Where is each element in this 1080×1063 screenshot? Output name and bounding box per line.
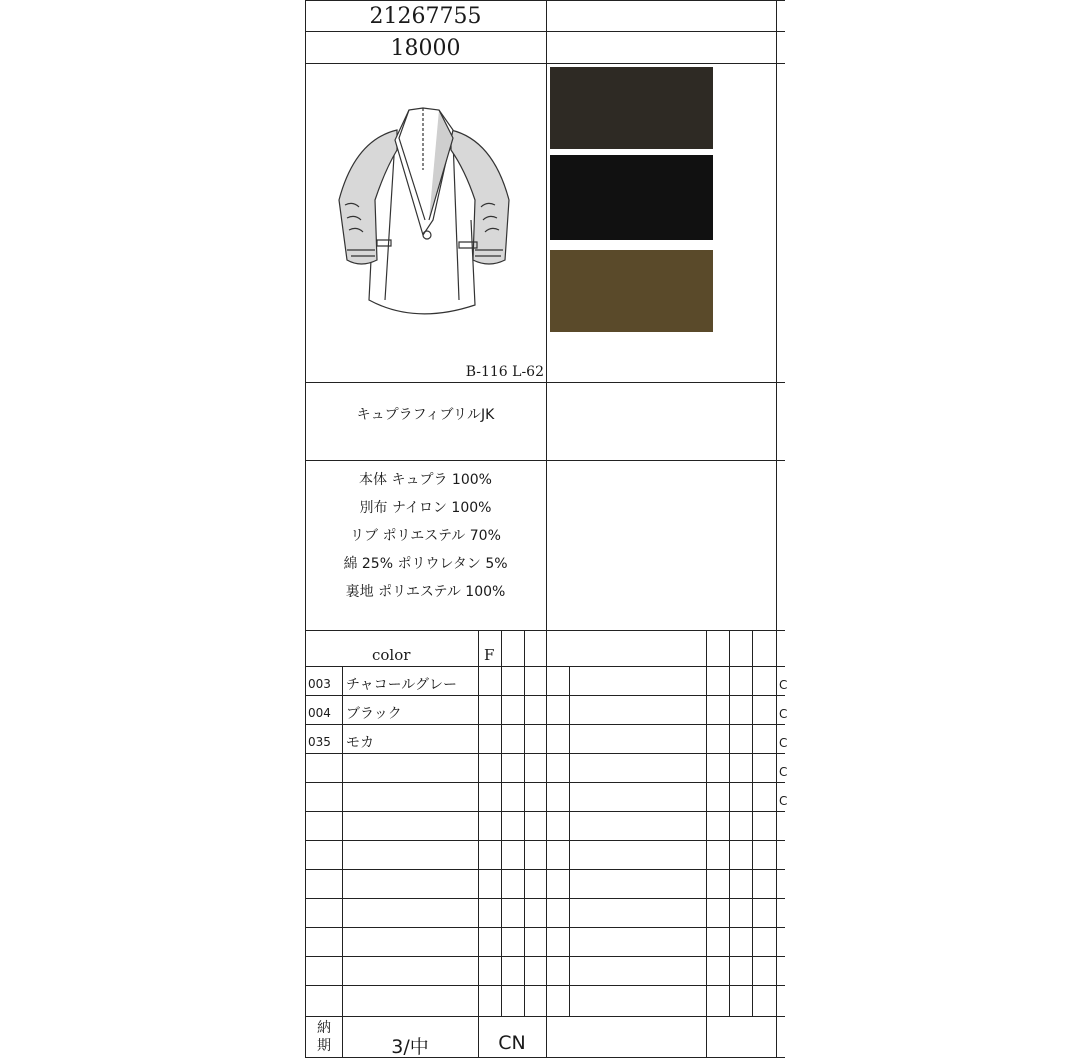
row-line <box>305 782 785 783</box>
product-code: 21267755 <box>369 4 482 29</box>
row-line <box>305 985 785 986</box>
item-name: キュプラフィブリルJK <box>356 407 495 423</box>
color-column-header: color <box>372 646 411 664</box>
cut-mark: C <box>779 736 788 750</box>
composition-line: リブ ポリエステル 70% <box>350 528 501 544</box>
row-line <box>305 31 785 32</box>
row-line <box>305 666 785 667</box>
row-line <box>305 869 785 870</box>
row-line <box>305 956 785 957</box>
color-code: 004 <box>308 706 331 720</box>
col-line <box>546 1016 547 1057</box>
cut-mark: C <box>779 707 788 721</box>
row-line <box>305 0 785 1</box>
cut-mark: C <box>779 794 788 808</box>
row-line <box>305 695 785 696</box>
col-line <box>569 666 570 1016</box>
col-line <box>342 666 343 1057</box>
col-line <box>729 630 730 1016</box>
row-line <box>305 811 785 812</box>
row-line <box>305 927 785 928</box>
row-line <box>305 382 785 383</box>
col-line <box>501 630 502 1016</box>
color-name: モカ <box>346 735 374 751</box>
row-line <box>305 724 785 725</box>
row-line <box>305 898 785 899</box>
composition-line: 別布 ナイロン 100% <box>359 500 492 516</box>
composition-line: 本体 キュプラ 100% <box>359 472 492 488</box>
row-line <box>305 1016 785 1017</box>
delivery-label <box>310 1019 338 1055</box>
cut-mark: C <box>779 765 788 779</box>
fabric-swatch-mocha <box>550 250 713 332</box>
price: 18000 <box>390 36 461 61</box>
color-code: 035 <box>308 735 331 749</box>
row-line <box>305 753 785 754</box>
color-name: チャコールグレー <box>346 677 458 693</box>
col-line <box>706 630 707 1057</box>
origin-country: CN <box>498 1032 526 1054</box>
f-column-header: F <box>484 646 495 664</box>
jacket-sketch-image <box>325 100 525 330</box>
delivery-label-char: 納 <box>317 1020 331 1036</box>
row-line <box>305 63 785 64</box>
color-code: 003 <box>308 677 331 691</box>
col-line <box>478 630 479 1016</box>
row-line <box>305 460 785 461</box>
composition-list <box>305 466 546 606</box>
composition-line: 裏地 ポリエステル 100% <box>345 584 506 600</box>
row-line <box>305 840 785 841</box>
delivery-label-char: 期 <box>317 1038 331 1054</box>
row-line <box>305 630 785 631</box>
table-center-divider <box>546 0 547 1058</box>
color-name: ブラック <box>346 706 402 722</box>
delivery-value: 3/中 <box>391 1036 429 1058</box>
cut-mark: C <box>779 678 788 692</box>
composition-line: 綿 25% ポリウレタン 5% <box>343 556 508 572</box>
col-line <box>524 630 525 1016</box>
measurements: B-116 L-62 <box>465 364 544 380</box>
table-right-divider <box>776 0 777 1058</box>
col-line <box>752 630 753 1016</box>
fabric-swatch-charcoal <box>550 67 713 149</box>
fabric-swatch-black <box>550 155 713 240</box>
